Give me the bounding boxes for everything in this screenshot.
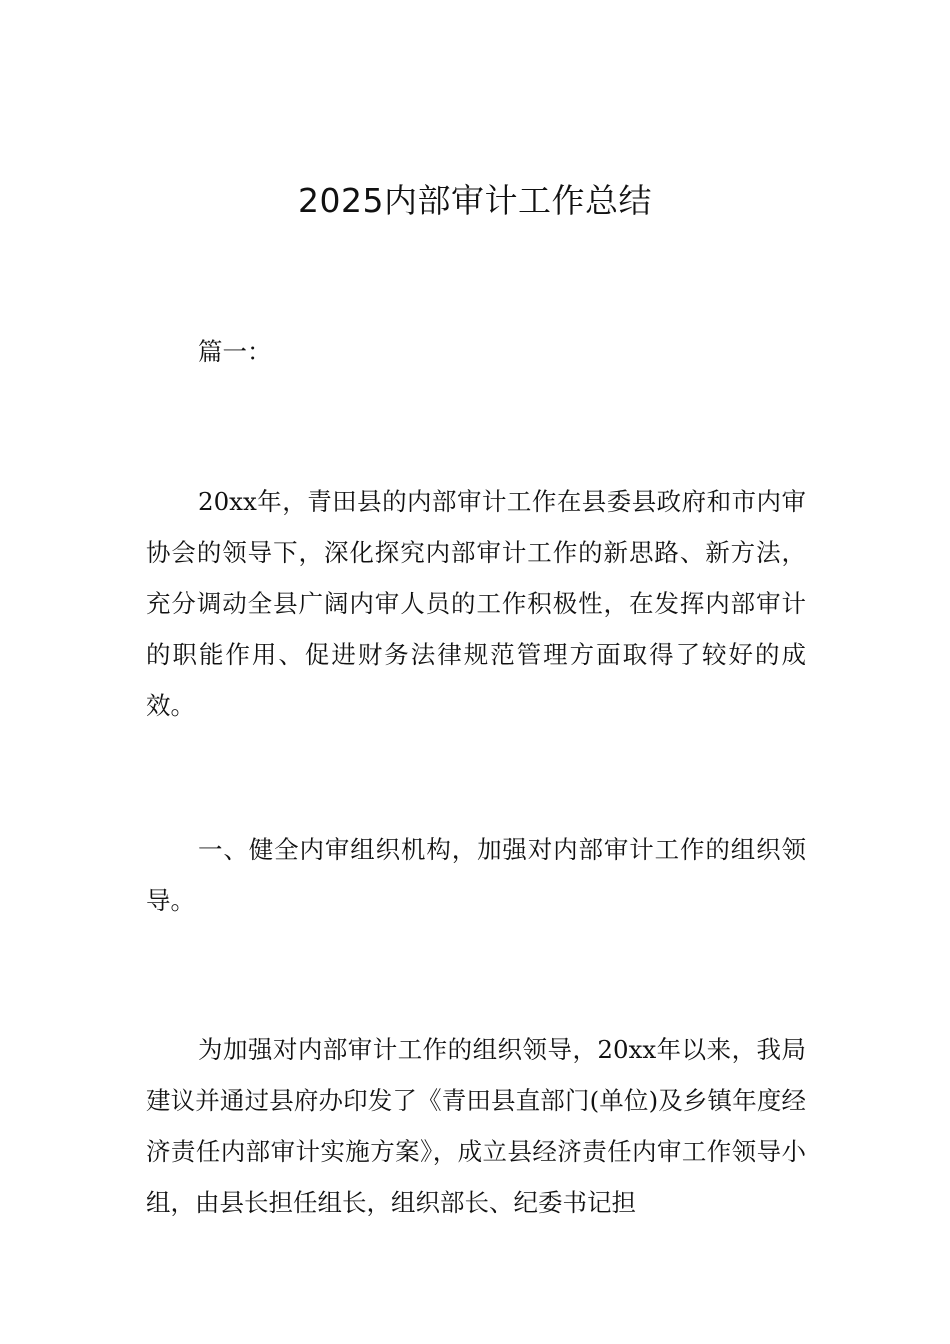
body-paragraph: 为加强对内部审计工作的组织领导，20xx年以来，我局建议并通过县府办印发了《青田县直部门(单位)及乡镇年度经济责任内部审计实施方案》，成立县经济责任内审工作领导小组，由县长担任组长，组织部长、纪委书记担: [146, 1035, 806, 1217]
section-label: 篇一：: [198, 337, 272, 366]
body-paragraph: 20xx年，青田县的内部审计工作在县委县政府和市内审协会的领导下，深化探究内部审计工作的新思路、新方法，充分调动全县广阔内审人员的工作积极性，在发挥内部审计的职能作用、促进财务法律规范管理方面取得了较好的成效。: [146, 487, 806, 720]
section-heading: 一、健全内审组织机构，加强对内部审计工作的组织领导。: [146, 835, 806, 915]
document-title: 2025内部审计工作总结: [298, 181, 652, 220]
